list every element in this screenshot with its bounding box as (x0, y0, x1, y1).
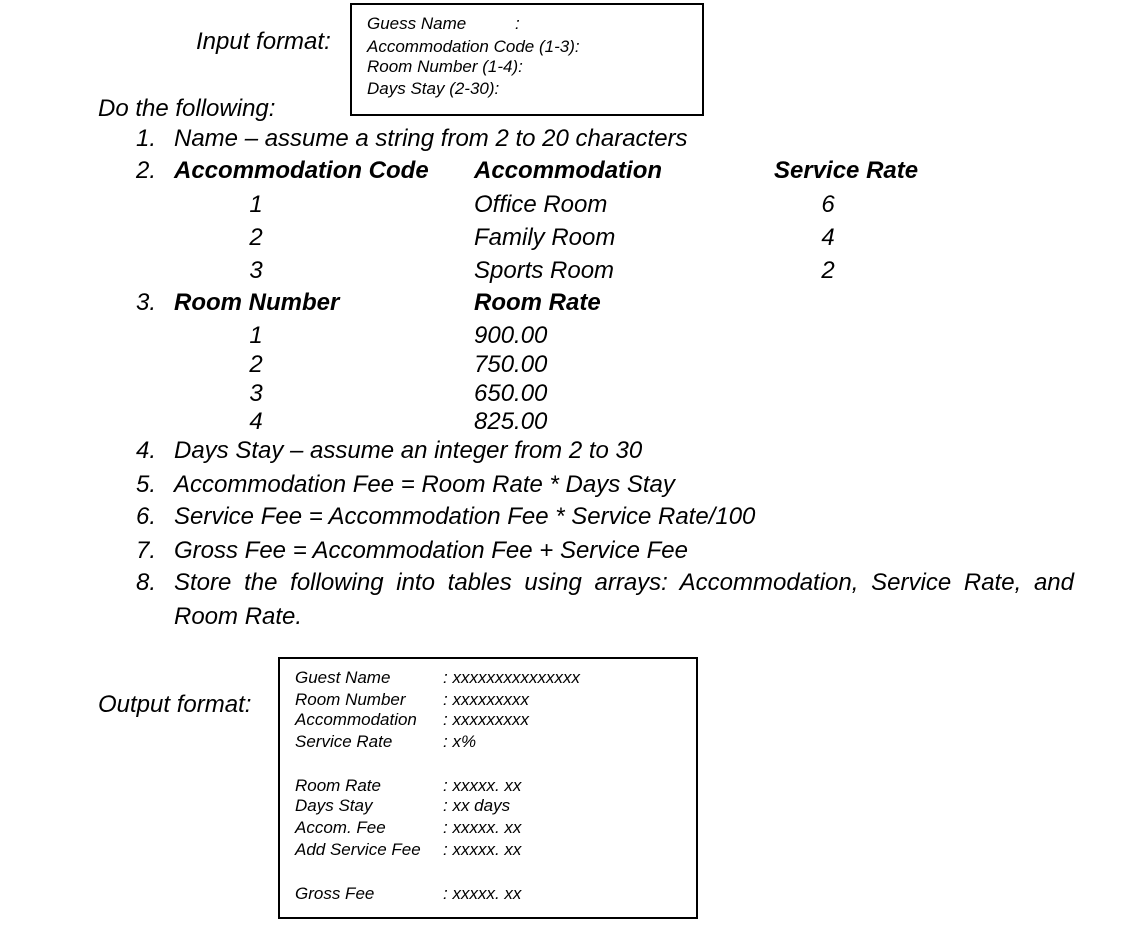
header-accommodation: Accommodation (474, 157, 663, 184)
service-rate-cell: 2 (821, 257, 835, 284)
output-value: : xx days (443, 796, 511, 815)
instructions-heading: Do the following: (98, 95, 276, 122)
output-label: Add Service Fee (295, 840, 421, 859)
service-rate-cell: 6 (821, 191, 835, 218)
output-value: : xxxxxxxxx (443, 690, 529, 709)
output-format-label: Output format: (98, 691, 252, 718)
output-value: : xxxxx. xx (443, 840, 522, 859)
service-rate-cell: 4 (821, 224, 835, 251)
input-format-label: Input format: (196, 28, 331, 55)
accommodation-name-cell: Sports Room (474, 257, 615, 284)
header-service-rate: Service Rate (774, 157, 919, 184)
item-4-number: 4. (136, 437, 157, 464)
item-8-number: 8. (136, 569, 157, 596)
room-number-cell: 1 (249, 322, 263, 349)
room-number-cell: 3 (249, 380, 263, 407)
output-label: Gross Fee (295, 884, 375, 903)
item-3-number: 3. (136, 289, 157, 316)
input-line-guess-name: Guess Name (367, 14, 467, 33)
output-label: Days Stay (295, 796, 373, 815)
header-accommodation-code: Accommodation Code (174, 157, 429, 184)
output-value: : x% (443, 732, 477, 751)
room-rate-cell: 650.00 (474, 380, 548, 407)
header-room-rate: Room Rate (474, 289, 601, 316)
room-number-cell: 4 (249, 408, 263, 435)
room-number-cell: 2 (249, 351, 263, 378)
item-5-number: 5. (136, 471, 157, 498)
accommodation-code-cell: 1 (249, 191, 263, 218)
output-value: : xxxxx. xx (443, 818, 522, 837)
accommodation-name-cell: Office Room (474, 191, 608, 218)
accommodation-code-cell: 3 (249, 257, 263, 284)
accommodation-name-cell: Family Room (474, 224, 616, 251)
item-4-text: Days Stay – assume an integer from 2 to 30 (174, 437, 643, 464)
output-label: Room Rate (295, 776, 381, 795)
item-8-text-line-2: Room Rate. (174, 603, 303, 630)
room-rate-cell: 825.00 (474, 408, 548, 435)
output-label: Service Rate (295, 732, 393, 751)
header-room-number: Room Number (174, 289, 340, 316)
output-label: Accommodation (295, 710, 417, 729)
output-value: : xxxxx. xx (443, 884, 522, 903)
output-value: : xxxxxxxxx (443, 710, 529, 729)
item-7-number: 7. (136, 537, 157, 564)
item-6-text: Service Fee = Accommodation Fee * Service Rate/100 (174, 503, 756, 530)
item-7-text: Gross Fee = Accommodation Fee + Service Fee (174, 537, 688, 564)
item-1-number: 1. (136, 125, 157, 152)
input-line-guess-name-colon: : (515, 14, 520, 33)
output-value: : xxxxx. xx (443, 776, 522, 795)
item-2-number: 2. (136, 157, 157, 184)
accommodation-code-cell: 2 (249, 224, 263, 251)
input-line-days-stay: Days Stay (2-30): (367, 79, 500, 98)
output-label: Room Number (295, 690, 406, 709)
output-label: Guest Name (295, 668, 391, 687)
output-value: : xxxxxxxxxxxxxxx (443, 668, 580, 687)
item-1-text: Name – assume a string from 2 to 20 characters (174, 125, 688, 152)
room-rate-cell: 750.00 (474, 351, 548, 378)
item-5-text: Accommodation Fee = Room Rate * Days Stay (174, 471, 675, 498)
input-line-room-number: Room Number (1-4): (367, 57, 523, 76)
item-8-text-line-1: Store the following into tables using arrays: Accommodation, Service Rate, and (174, 569, 1074, 596)
input-format-box (350, 3, 704, 116)
output-label: Accom. Fee (295, 818, 386, 837)
output-format-box (278, 657, 698, 919)
input-line-accommodation-code: Accommodation Code (1-3): (367, 37, 580, 56)
room-rate-cell: 900.00 (474, 322, 548, 349)
item-6-number: 6. (136, 503, 157, 530)
